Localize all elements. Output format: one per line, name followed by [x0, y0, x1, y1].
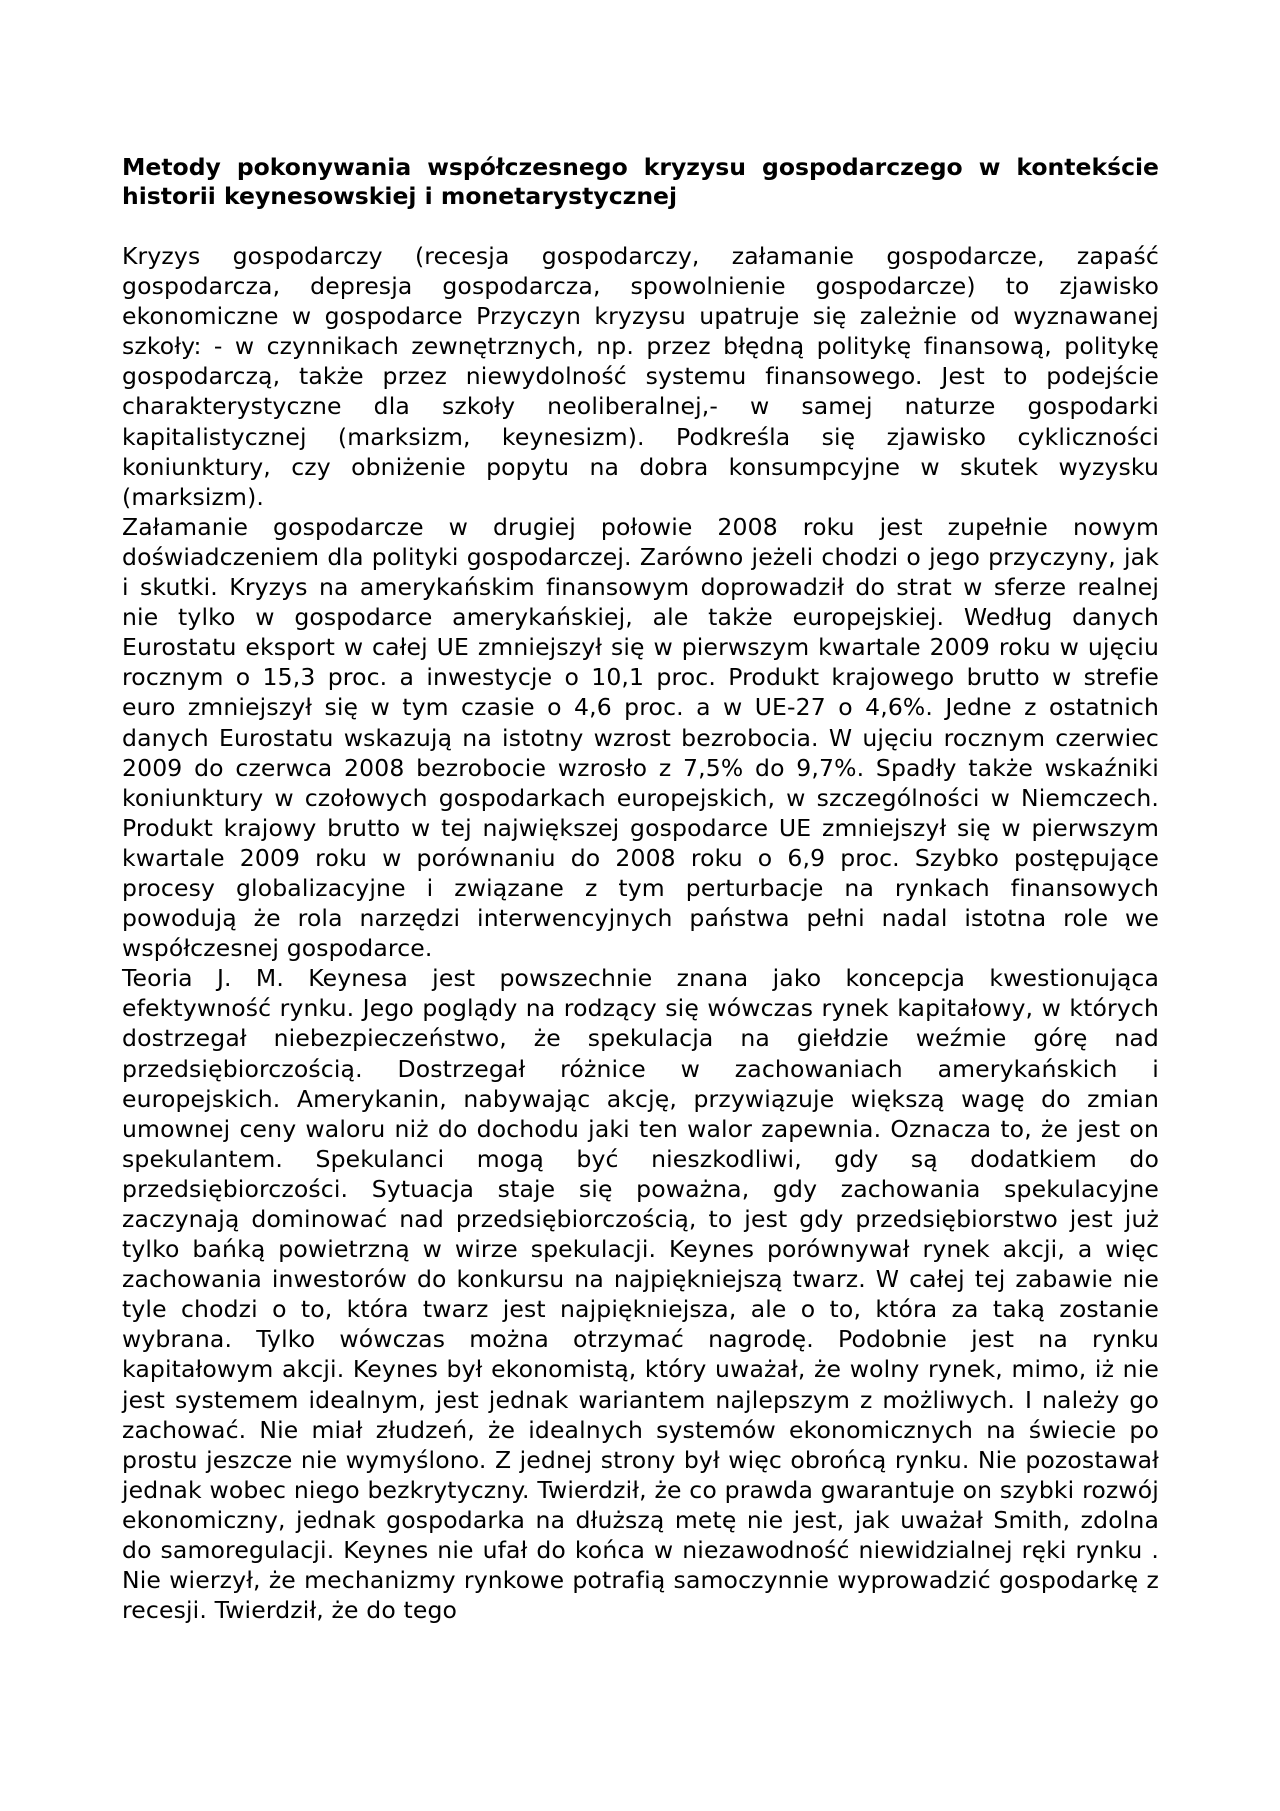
paragraph-2008-collapse: Załamanie gospodarcze w drugiej połowie 2008 roku jest zupełnie nowym doświadczeniem dla polityki gospodarczej. Zarówno jeżeli chodzi o jego przyczyny, jak i skutki. Kryzys na amerykańskim finansowym doprowadził do strat w sferze realnej nie tylko w gospodarce amerykańskiej, ale także europejskiej. Według danych Eurostatu eksport w całej UE zmniejszył się w pierwszym kwartale 2009 roku w ujęciu rocznym o 15,3 proc. a inwestycje o 10,1 proc. Produkt krajowego brutto w strefie euro zmniejszył się w tym czasie o 4,6 proc. a w UE-27 o 4,6%. Jedne z ostatnich danych Eurostatu wskazują na istotny wzrost bezrobocia. W ujęciu rocznym czerwiec 2009 do czerwca 2008 bezrobocie wzrosło z 7,5% do 9,7%. Spadły także wskaźniki koniunktury w czołowych gospodarkach europejskich, w szczególności w Niemczech. Produkt krajowy brutto w tej największej gospodarce UE zmniejszył się w pierwszym kwartale 2009 roku w porównaniu do 2008 roku o 6,9 proc. Szybko postępujące procesy globalizacyjne i związane z tym perturbacje na rynkach finansowych powodują że rola narzędzi interwencyjnych państwa pełni nadal istotna role we współczesnej gospodarce. — [122, 512, 1159, 963]
paragraph-crisis-definition: Kryzys gospodarczy (recesja gospodarczy, załamanie gospodarcze, zapaść gospodarcza, depresja gospodarcza, spowolnienie gospodarcze) to zjawisko ekonomiczne w gospodarce Przyczyn kryzysu upatruje się zależnie od wyznawanej szkoły: - w czynnikach zewnętrznych, np. przez błędną politykę finansową, politykę gospodarczą, także przez niewydolność systemu finansowego. Jest to podejście charakterystyczne dla szkoły neoliberalnej,- w samej naturze gospodarki kapitalistycznej (marksizm, keynesizm). Podkreśla się zjawisko cykliczności koniunktury, czy obniżenie popytu na dobra konsumpcyjne w skutek wyzysku (marksizm). — [122, 242, 1159, 511]
document-title: Metody pokonywania współczesnego kryzysu gospodarczego w kontekście historii keynesowskiej i monetarystycznej — [122, 153, 1159, 210]
document-body — [122, 153, 1159, 1625]
paragraph-keynes-theory: Teoria J. M. Keynesa jest powszechnie znana jako koncepcja kwestionująca efektywność rynku. Jego poglądy na rodzący się wówczas rynek kapitałowy, w których dostrzegał niebezpieczeństwo, że spekulacja na giełdzie weźmie górę nad przedsiębiorczością. Dostrzegał różnice w zachowaniach amerykańskich i europejskich. Amerykanin, nabywając akcję, przywiązuje większą wagę do zmian umownej ceny waloru niż do dochodu jaki ten walor zapewnia. Oznacza to, że jest on spekulantem. Spekulanci mogą być nieszkodliwi, gdy są dodatkiem do przedsiębiorczości. Sytuacja staje się poważna, gdy zachowania spekulacyjne zaczynają dominować nad przedsiębiorczością, to jest gdy przedsiębiorstwo jest już tylko bańką powietrzną w wirze spekulacji. Keynes porównywał rynek akcji, a więc zachowania inwestorów do konkursu na najpiękniejszą twarz. W całej tej zabawie nie tyle chodzi o to, która twarz jest najpiękniejsza, ale o to, która za taką zostanie wybrana. Tylko wówczas można otrzymać nagrodę. Podobnie jest na rynku kapitałowym akcji. Keynes był ekonomistą, który uważał, że wolny rynek, mimo, iż nie jest systemem idealnym, jest jednak wariantem najlepszym z możliwych. I należy go zachować. Nie miał złudzeń, że idealnych systemów ekonomicznych na świecie po prostu jeszcze nie wymyślono. Z jednej strony był więc obrońcą rynku. Nie pozostawał jednak wobec niego bezkrytyczny. Twierdził, że co prawda gwarantuje on szybki rozwój ekonomiczny, jednak gospodarka na dłuższą metę nie jest, jak uważał Smith, zdolna do samoregulacji. Keynes nie ufał do końca w niezawodność niewidzialnej ręki rynku . Nie wierzył, że mechanizmy rynkowe potrafią samoczynnie wyprowadzić gospodarkę z recesji. Twierdził, że do tego — [122, 964, 1159, 1625]
